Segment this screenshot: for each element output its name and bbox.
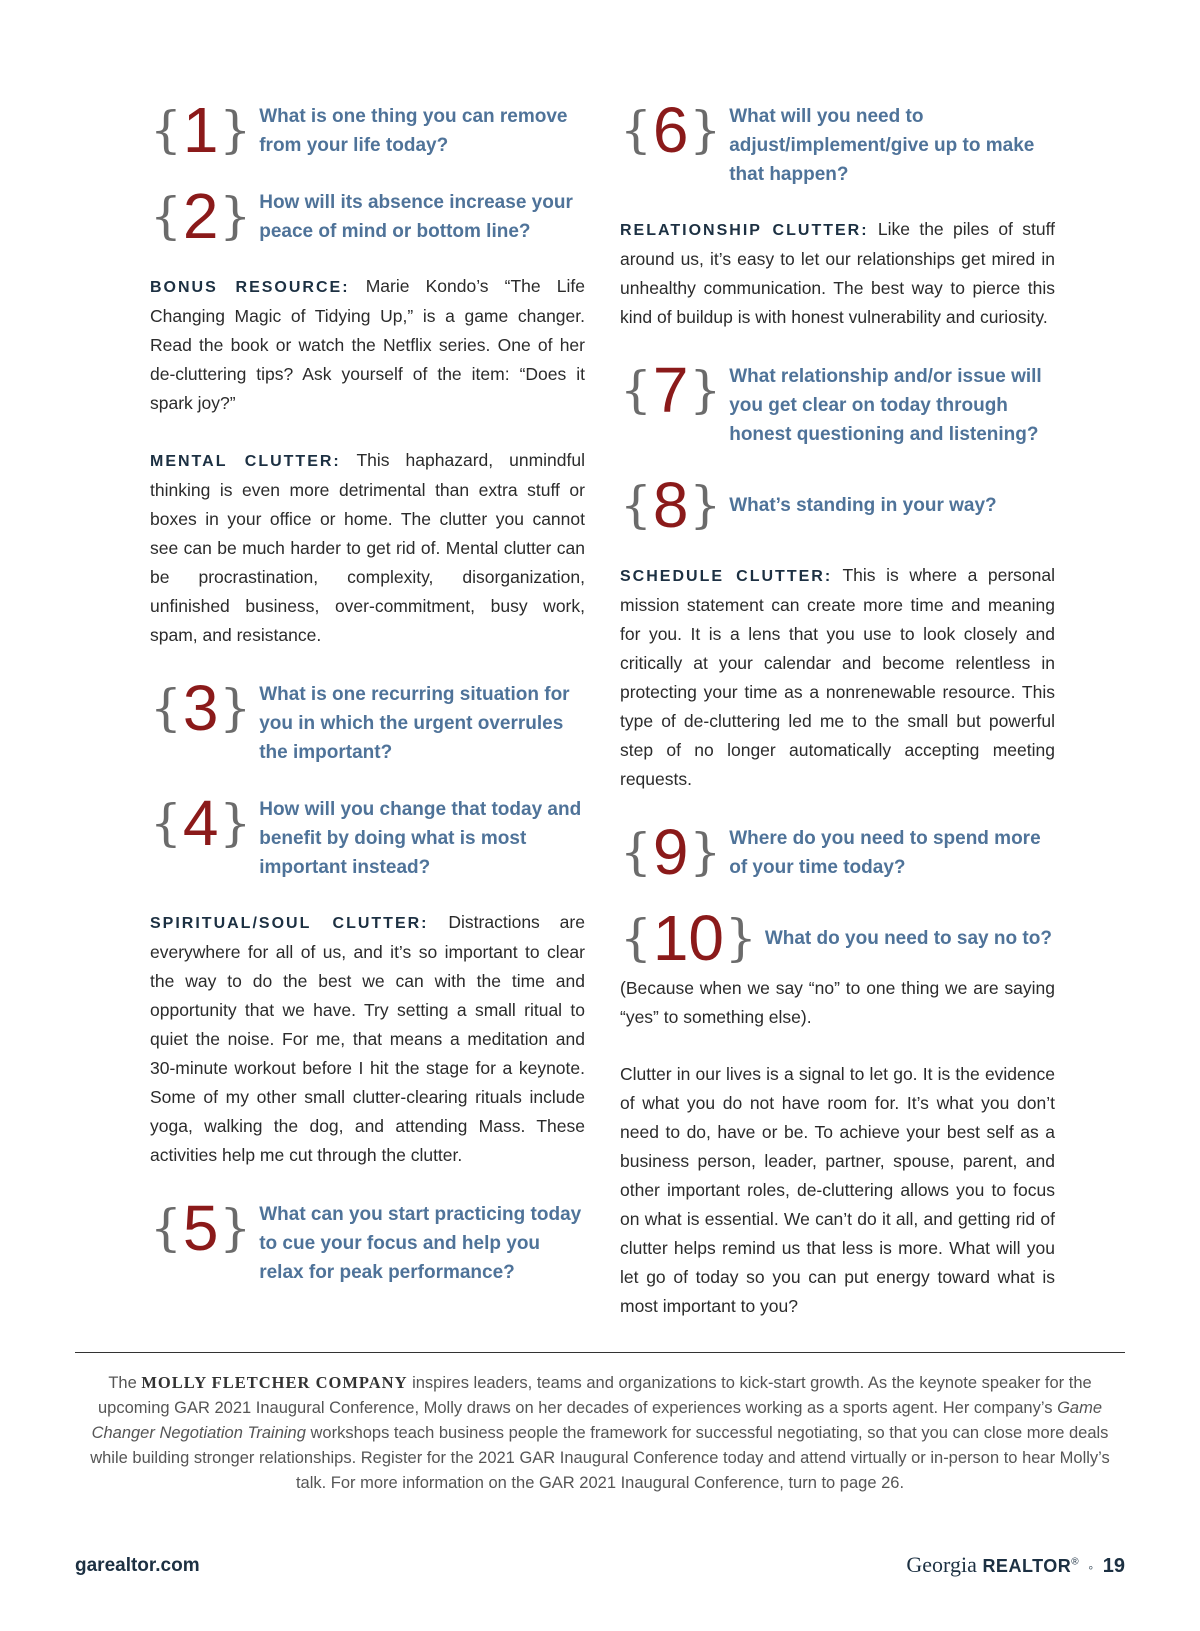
question-text: What relationship and/or issue will you get clear on today through honest questioning and listening? <box>729 366 1042 445</box>
question-text: Where do you need to spend more of your time today? <box>729 828 1041 878</box>
paragraph-text: Marie Kondo’s “The Life Changing Magic of Tidying Up,” is a game changer. Read the book or watch the Netflix series. One of her de-cluttering tips? Ask yourself of the item: “Does it spark joy?” <box>150 276 586 413</box>
number-badge: { 1 } <box>150 94 252 166</box>
relationship-clutter-paragraph <box>620 215 1055 332</box>
number-badge: { 10 } <box>620 902 757 974</box>
training-title: Game Changer Negotiation Training <box>91 1399 1102 1442</box>
section-label: SCHEDULE CLUTTER: <box>620 568 833 585</box>
paragraph-text: This is where a personal mission statement can create more time and meaning for you. It is a lens that you use to look closely and critically at your calendar and become relentless in protecting your time as a nonrenewable resource. This type of de-cluttering led me to the small but powerful step of no longer automatically accepting meeting requests. <box>620 565 1056 789</box>
mental-clutter-paragraph <box>150 446 585 650</box>
question-text: What will you need to adjust/implement/give up to make that happen? <box>729 106 1035 185</box>
question-number: 4 <box>182 787 219 859</box>
question-text: What’s standing in your way? <box>729 495 997 516</box>
schedule-clutter-paragraph <box>620 561 1055 794</box>
number-badge: { 2 } <box>150 180 252 252</box>
question-number: 10 <box>652 902 724 974</box>
blurb-the: The <box>108 1374 137 1392</box>
magazine-name-georgia: Georgia <box>906 1552 977 1577</box>
section-label: RELATIONSHIP CLUTTER: <box>620 222 869 239</box>
site-url[interactable]: garealtor.com <box>75 1555 200 1576</box>
number-badge: { 5 } <box>150 1192 252 1264</box>
number-badge: { 6 } <box>620 94 722 166</box>
blurb-text-2: workshops teach business people the framework for successful negotiating, so that you can close more deals while building stronger relationships. Register for the 2021 GAR Inaugural Conference today and attend virtually or in-person to hear Molly’s talk. For more information on the GAR 2021 Inaugural Conference, turn to page 26. <box>90 1424 1110 1492</box>
left-column <box>150 94 586 1313</box>
question-number: 8 <box>652 469 689 541</box>
number-badge: { 4 } <box>150 787 252 859</box>
paragraph-text: Like the piles of stuff around us, it’s easy to let our relationships get mired in unhealthy communication. The best way to pierce this kind of buildup is with honest vulnerability and curiosity. <box>620 219 1055 327</box>
question-text: What is one recurring situation for you in which the urgent overrules the important? <box>259 684 570 763</box>
right-column <box>620 94 1056 1349</box>
bonus-resource-paragraph <box>150 272 585 418</box>
question-number: 7 <box>652 354 689 426</box>
number-badge: { 8 } <box>620 469 722 541</box>
question-text: What can you start practicing today to cue your focus and help you relax for peak performance? <box>259 1204 582 1283</box>
closing-paragraph: Clutter in our lives is a signal to let go. It is the evidence of what you do not have room for. It’s what you don’t need to do, have or be. To achieve your best self as a business person, leader, partner, spouse, parent, and other important roles, de-cluttering allows you to focus on what is essential. We can’t do it all, and getting rid of clutter helps remind us that less is more. What will you let go of today so you can put energy toward what is most important to you? <box>620 1064 1055 1316</box>
blurb-text-1: inspires leaders, teams and organizations to kick-start growth. As the keynote speaker for the upcoming GAR 2021 Inaugural Conference, Molly draws on her decades of experiences working as a sports agent. Her company’s <box>98 1374 1092 1417</box>
question-2 <box>150 180 585 252</box>
question-text: What do you need to say no to? <box>764 928 1052 949</box>
question-number: 6 <box>652 94 689 166</box>
section-label: SPIRITUAL/SOUL CLUTTER: <box>150 915 429 932</box>
question-8 <box>620 469 1055 541</box>
question-text: How will you change that today and benefit by doing what is most important instead? <box>259 799 582 878</box>
spiritual-clutter-paragraph <box>150 908 585 1170</box>
number-badge: { 3 } <box>150 672 252 744</box>
page-number: 19 <box>1102 1555 1125 1577</box>
question-3 <box>150 672 585 767</box>
number-badge: { 7 } <box>620 354 722 426</box>
section-label: MENTAL CLUTTER: <box>150 453 341 470</box>
question-1 <box>150 94 585 166</box>
page-footer-info <box>906 1552 1125 1578</box>
question-number: 9 <box>652 816 689 888</box>
separator-icon: ◦ <box>1088 1559 1094 1575</box>
section-label: BONUS RESOURCE: <box>150 279 350 296</box>
question-10 <box>620 902 1055 974</box>
number-badge: { 9 } <box>620 816 722 888</box>
company-name: MOLLY FLETCHER COMPANY <box>141 1373 408 1392</box>
question-4 <box>150 787 585 882</box>
question-number: 3 <box>182 672 219 744</box>
question-number: 2 <box>182 180 219 252</box>
question-5 <box>150 1192 585 1287</box>
paragraph-text: This haphazard, unmindful thinking is even more detrimental than extra stuff or boxes in your office or home. The clutter you cannot see can be much harder to get rid of. Mental clutter can be procrastination, complexity, disorganization, unfinished business, over-commitment, busy work, spam, and resistance. <box>150 450 586 645</box>
question-text: What is one thing you can remove from your life today? <box>259 106 568 156</box>
paragraph-text: Distractions are everywhere for all of us, and it’s so important to clear the way to do the best we can with the time and opportunity that we have. Try setting a small ritual to quiet the noise. For me, that means a meditation and 30-minute workout before I hit the stage for a keynote. Some of my other small clutter-clearing rituals include yoga, walking the dog, and attending Mass. These activities help me cut through the clutter. <box>150 912 585 1165</box>
question-6 <box>620 94 1055 189</box>
company-blurb <box>85 1370 1115 1496</box>
question-7 <box>620 354 1055 449</box>
question-text: How will its absence increase your peace of mind or bottom line? <box>259 192 573 242</box>
question-9 <box>620 816 1055 888</box>
question-number: 5 <box>182 1192 219 1264</box>
divider <box>75 1352 1125 1353</box>
magazine-name-realtor: REALTOR <box>982 1556 1072 1576</box>
registered-mark: ® <box>1071 1556 1079 1568</box>
because-paragraph: (Because when we say “no” to one thing we are saying “yes” to something else). <box>620 978 1055 1027</box>
question-number: 1 <box>182 94 219 166</box>
